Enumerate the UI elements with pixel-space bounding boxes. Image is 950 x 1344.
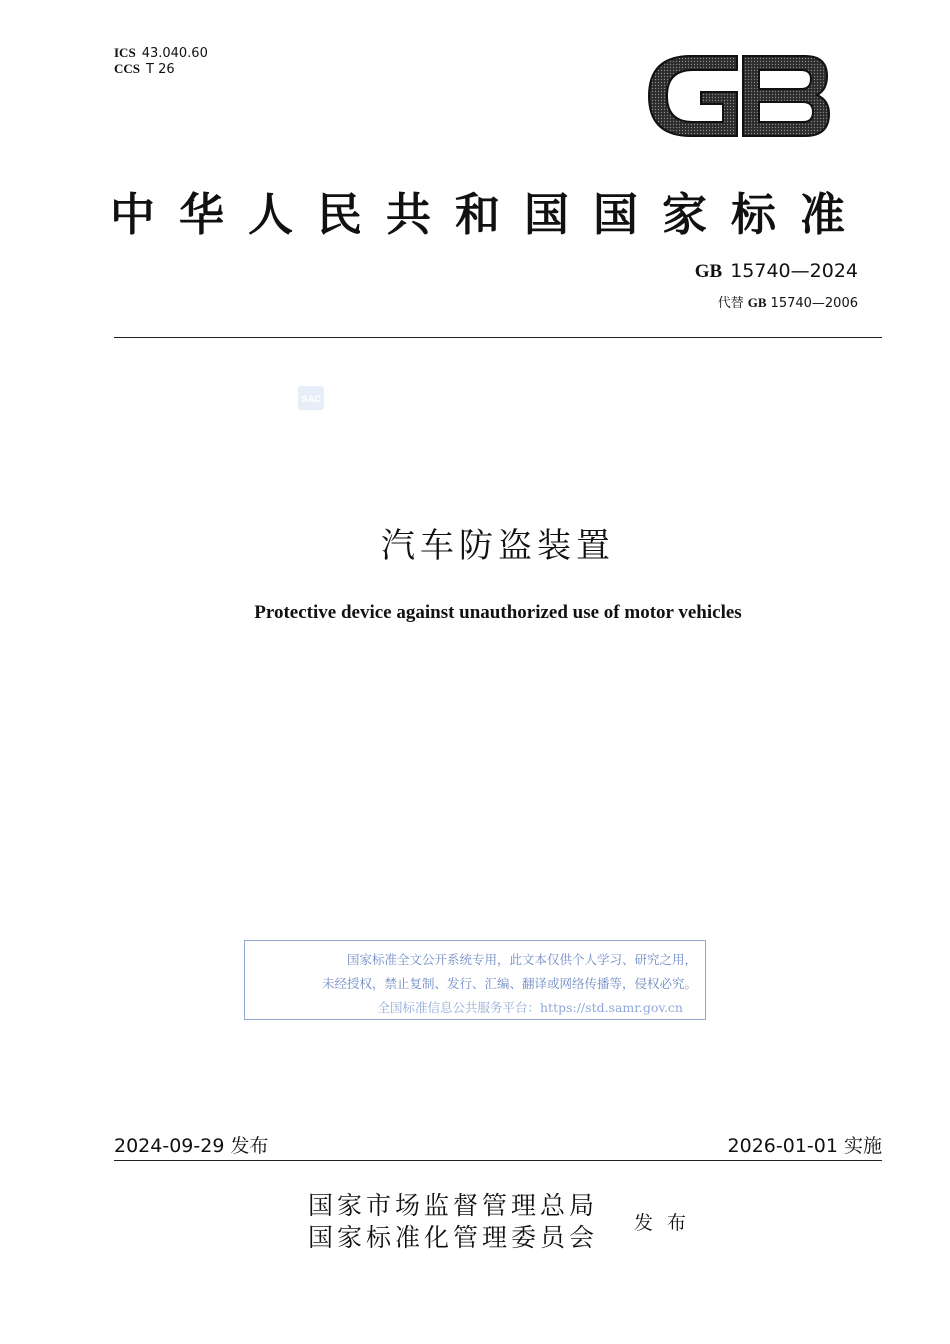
- standard-number-value: 15740—2024: [730, 260, 858, 282]
- ics-label: ICS: [114, 45, 136, 60]
- replaces-label: 代替: [717, 296, 744, 311]
- national-standard-title: 中华人民共和国国家标准: [110, 188, 870, 241]
- standard-number: [695, 260, 858, 283]
- effective-date: 2026-01-01 实施: [727, 1135, 882, 1157]
- publish-label: 发布: [634, 1212, 701, 1234]
- ccs-label: CCS: [114, 61, 141, 76]
- sac-watermark-icon: [298, 386, 324, 410]
- ccs-value: T 26: [146, 62, 175, 77]
- copyright-notice-box: [244, 940, 706, 1020]
- publish-date: 2024-09-29 发布: [114, 1135, 269, 1157]
- sac-watermark-text: SAC: [301, 394, 321, 404]
- replaces-prefix: GB: [747, 295, 767, 310]
- publisher-2: 国家标准化管理委员会: [308, 1223, 599, 1252]
- footer-divider: [114, 1160, 882, 1161]
- replaces-standard: [718, 292, 858, 311]
- ccs-code: [114, 61, 175, 78]
- publisher-names: [308, 1190, 598, 1254]
- gb-logo-icon: [645, 48, 831, 144]
- replaces-number: 15740—2006: [770, 296, 858, 311]
- header-divider: [114, 337, 882, 338]
- standard-prefix: GB: [694, 261, 723, 282]
- ics-value: 43.040.60: [141, 46, 208, 61]
- document-title-en: Protective device against unauthorized use of motor vehicles: [254, 602, 742, 623]
- publisher-1: 国家市场监督管理总局: [308, 1191, 599, 1220]
- notice-line-3: 全国标准信息公共服务平台：https://std.samr.gov.cn: [377, 1000, 683, 1015]
- ics-code: [114, 45, 208, 62]
- document-title-zh: 汽车防盗装置: [381, 526, 615, 566]
- notice-line-1: 国家标准全文公开系统专用，此文本仅供个人学习、研究之用，: [346, 952, 697, 967]
- notice-line-2: 未经授权，禁止复制、发行、汇编、翻译或网络传播等，侵权必究。: [321, 976, 697, 991]
